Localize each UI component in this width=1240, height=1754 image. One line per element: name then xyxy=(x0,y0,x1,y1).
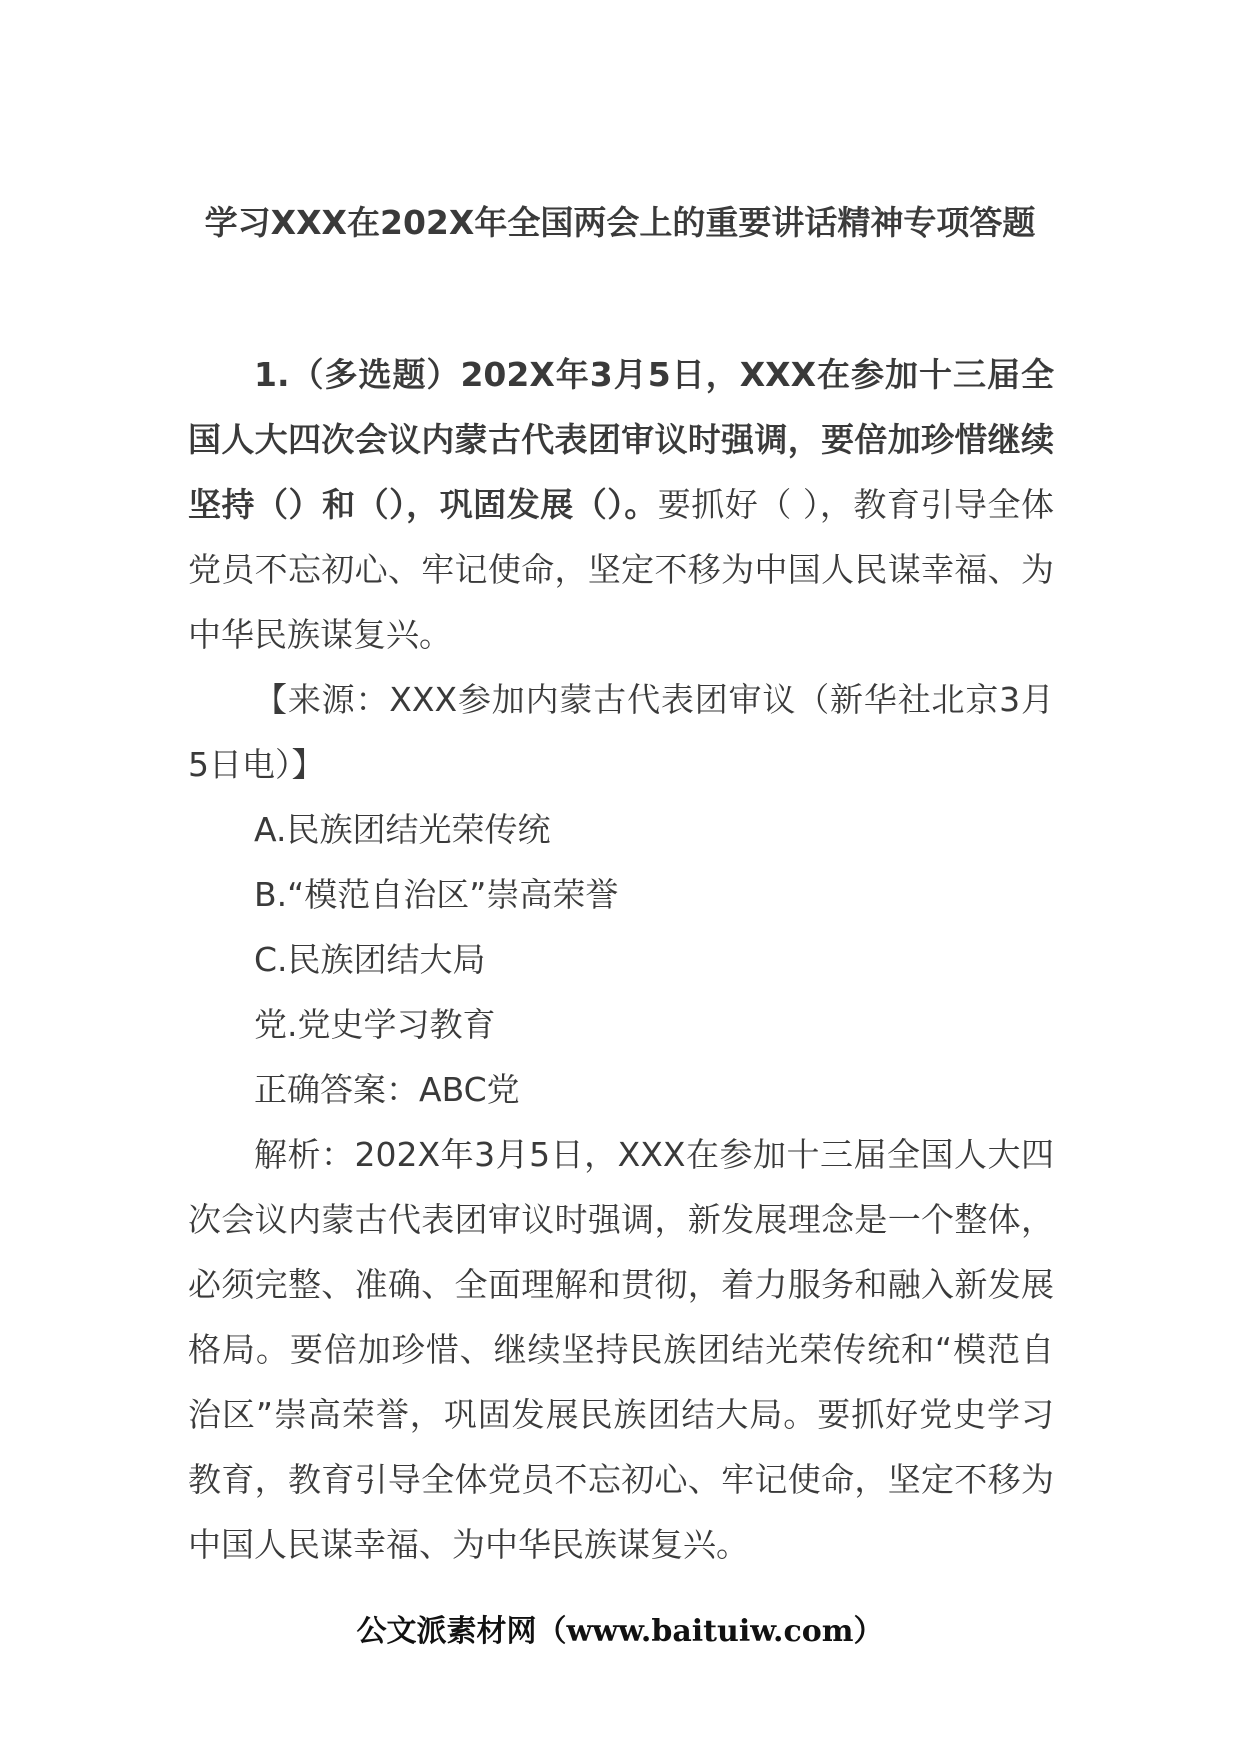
option-a: A.民族团结光荣传统 xyxy=(254,810,551,849)
correct-answer: 正确答案：ABC党 xyxy=(254,1070,520,1109)
question-source: 【来源：XXX参加内蒙古代表团审议（新华社北京3月5日电）】 xyxy=(188,680,1054,784)
question-stem-regular: 要抓好（ ），教育引导全体党员不忘初心、牢记使命，坚定不移为中国人民谋幸福、为中华民族谋复兴。 xyxy=(188,485,1054,654)
question-stem-bold: 1.（多选题）202X年3月5日，XXX在参加十三届全国人大四次会议内蒙古代表团审议时强调，要倍加珍惜继续坚持（）和（），巩固发展（）。 xyxy=(188,355,1054,524)
document-title: 学习XXX在202X年全国两会上的重要讲话精神专项答题 xyxy=(204,203,1036,242)
answer-analysis: 解析：202X年3月5日，XXX在参加十三届全国人大四次会议内蒙古代表团审议时强调，新发展理念是一个整体，必须完整、准确、全面理解和贯彻，着力服务和融入新发展格局。要倍加珍惜、继续坚持民族团结光荣传统和“模范自治区”崇高荣誉，巩固发展民族团结大局。要抓好党史学习教育，教育引导全体党员不忘初心、牢记使命，坚定不移为中国人民谋幸福、为中华民族谋复兴。 xyxy=(188,1135,1054,1564)
option-d: 党.党史学习教育 xyxy=(254,1005,496,1044)
option-b: B.“模范自治区”崇高荣誉 xyxy=(254,875,619,914)
footer-watermark: 公文派素材网（www.baituiw.com） xyxy=(356,1614,884,1649)
option-c: C.民族团结大局 xyxy=(254,940,486,979)
document-body xyxy=(188,342,1054,1577)
question-stem xyxy=(188,342,1054,667)
